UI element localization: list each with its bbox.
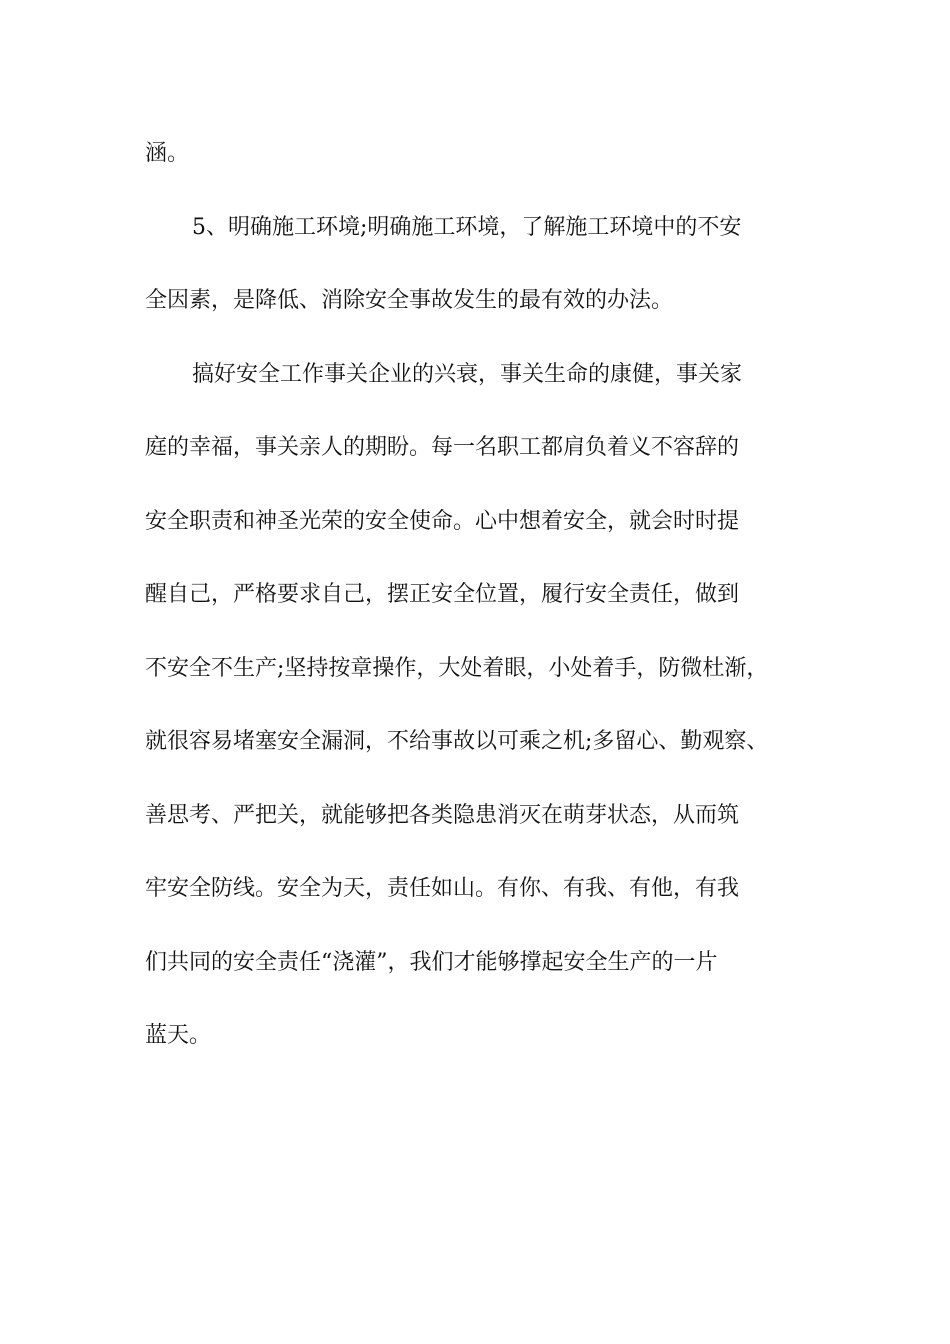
text-line: 全因素，是降低、消除安全事故发生的最有效的办法。 [145, 288, 674, 313]
text-line: 不安全不生产;坚持按章操作，大处着眼，小处着手，防微杜渐， [145, 655, 769, 681]
text-line: 5、明确施工环境;明确施工环境，了解施工环境中的不安 [192, 214, 742, 240]
text-line: 就很容易堵塞安全漏洞，不给事故以可乘之机;多留心、勤观察、 [145, 729, 769, 754]
text-line: 醒自己，严格要求自己，摆正安全位置，履行安全责任，做到 [145, 582, 740, 607]
text-line: 们共同的安全责任“浇灌”，我们才能够撑起安全生产的一片 [145, 949, 718, 975]
text-line: 搞好安全工作事关企业的兴衰，事关生命的康健，事关家 [192, 361, 743, 387]
text-line: 牢安全防线。安全为天，责任如山。有你、有我、有他，有我 [145, 876, 740, 901]
text-line: 涵。 [145, 141, 190, 166]
text-line: 安全职责和神圣光荣的安全使命。心中想着安全，就会时时提 [145, 508, 740, 534]
text-line: 庭的幸福，事关亲人的期盼。每一名职工都肩负着义不容辞的 [145, 435, 740, 460]
text-line: 善思考、严把关，就能够把各类隐患消灭在萌芽状态，从而筑 [145, 802, 740, 828]
text-line: 蓝天。 [145, 1023, 212, 1048]
body-text [145, 128, 825, 1084]
